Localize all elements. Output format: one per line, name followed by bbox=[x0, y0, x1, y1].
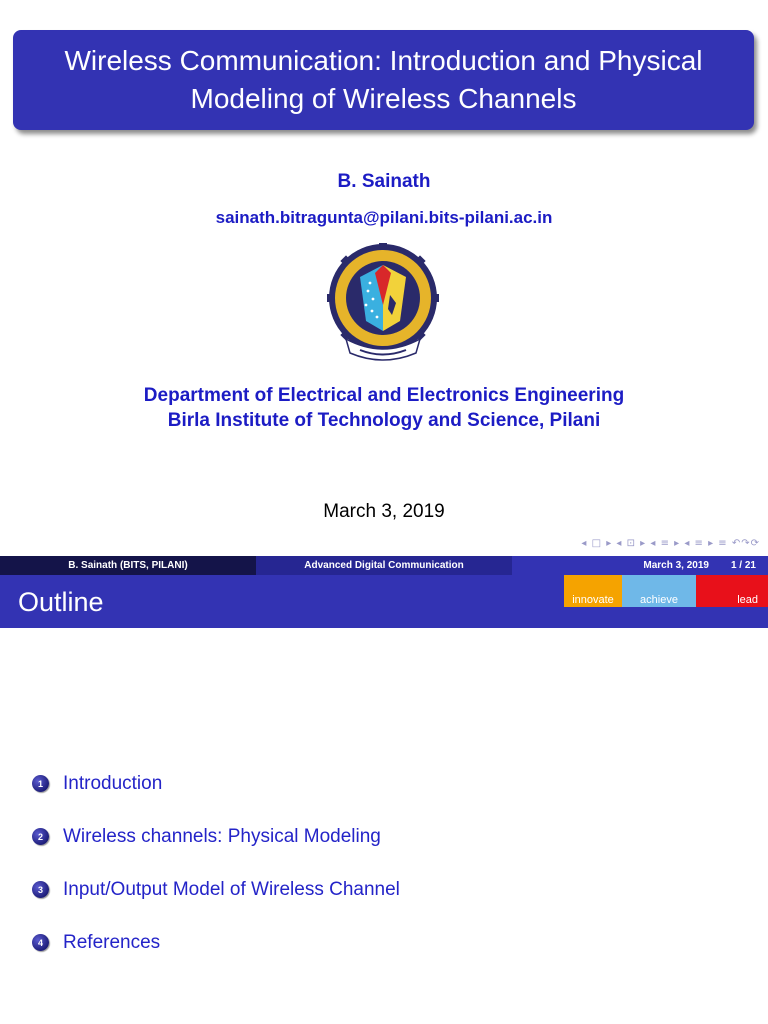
outline-item-io-model[interactable] bbox=[32, 863, 400, 916]
bits-pilani-seal-icon bbox=[320, 243, 447, 367]
slide-footer bbox=[0, 556, 768, 575]
outline-number-bullet: 2 bbox=[32, 828, 49, 845]
footer-date: March 3, 2019 bbox=[643, 560, 709, 571]
footer-author: B. Sainath (BITS, PILANI) bbox=[0, 556, 256, 575]
tag-lead: lead bbox=[696, 575, 768, 607]
tag-achieve: achieve bbox=[622, 575, 696, 607]
title-box bbox=[13, 30, 754, 130]
department-block bbox=[0, 383, 768, 433]
presentation-date: March 3, 2019 bbox=[323, 501, 445, 522]
institute-name: Birla Institute of Technology and Science, Pilani bbox=[167, 410, 601, 431]
author-email: sainath.bitragunta@pilani.bits-pilani.ac.in bbox=[215, 208, 553, 227]
footer-course: Advanced Digital Communication bbox=[256, 556, 512, 575]
outline-item-label[interactable]: Input/Output Model of Wireless Channel bbox=[63, 878, 400, 900]
outline-item-label[interactable]: Wireless channels: Physical Modeling bbox=[63, 825, 381, 847]
outline-list bbox=[32, 757, 400, 969]
outline-item-physical-modeling[interactable] bbox=[32, 810, 400, 863]
tag-innovate: innovate bbox=[564, 575, 622, 607]
outline-number-bullet: 1 bbox=[32, 775, 49, 792]
outline-item-introduction[interactable] bbox=[32, 757, 400, 810]
outline-number-bullet: 3 bbox=[32, 881, 49, 898]
outline-item-label[interactable]: Introduction bbox=[63, 772, 163, 794]
presentation-title: Wireless Communication: Introduction and Physical Modeling of Wireless Channels bbox=[64, 45, 703, 114]
outline-number-bullet: 4 bbox=[32, 934, 49, 951]
outline-item-label[interactable]: References bbox=[63, 931, 161, 953]
beamer-navigation-icons[interactable]: ◂ □ ▸ ◂ ⊡ ▸ ◂ ≡ ▸ ◂ ≡ ▸ ≡ ↶↷⟳ bbox=[581, 538, 760, 549]
department-name: Department of Electrical and Electronics Engineering bbox=[143, 385, 625, 406]
author-name: B. Sainath bbox=[337, 171, 431, 192]
footer-date-page bbox=[512, 556, 768, 575]
footer-page-number: 1 / 21 bbox=[730, 560, 756, 571]
frame-title: Outline bbox=[18, 587, 104, 617]
tagline-bar bbox=[564, 575, 768, 607]
outline-item-references[interactable] bbox=[32, 916, 400, 969]
